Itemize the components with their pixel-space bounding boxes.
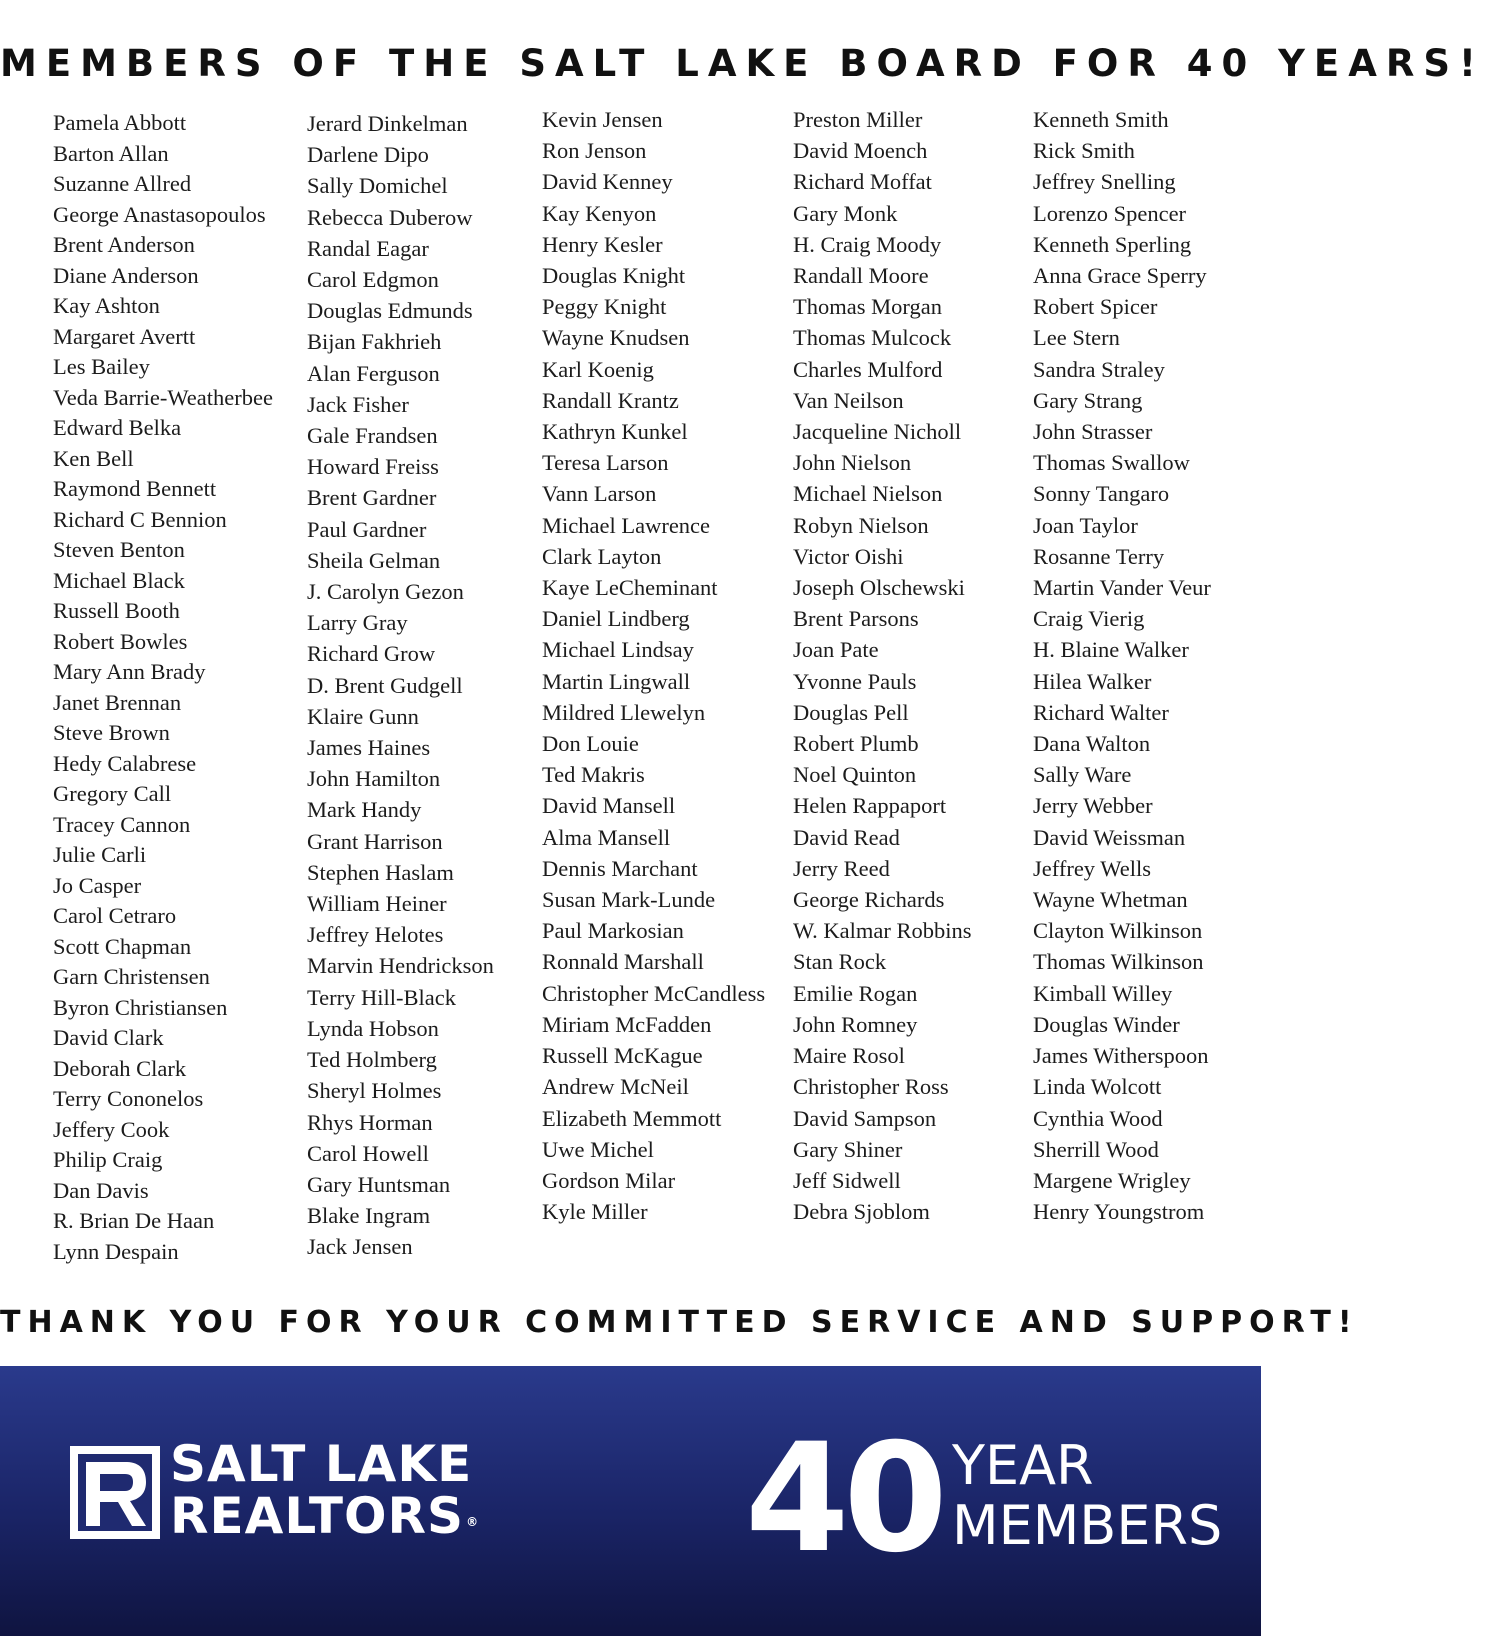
members-line: MEMBERS: [952, 1494, 1223, 1557]
member-name: Sonny Tangaro: [1033, 481, 1170, 507]
member-name: Margene Wrigley: [1033, 1167, 1191, 1193]
member-name: Kay Kenyon: [542, 200, 657, 226]
member-name: Scott Chapman: [53, 933, 192, 959]
member-name: Douglas Winder: [1033, 1011, 1180, 1037]
member-name: David Weissman: [1033, 824, 1186, 850]
member-name: Klaire Gunn: [307, 703, 419, 729]
member-name: Garn Christensen: [53, 964, 210, 989]
member-name: Andrew McNeil: [542, 1074, 689, 1100]
member-name: Rebecca Duberow: [307, 204, 473, 230]
member-name: Michael Black: [53, 567, 185, 593]
member-name: Cynthia Wood: [1033, 1105, 1163, 1131]
member-name: Susan Mark-Lunde: [542, 887, 716, 913]
member-name: Terry Cononelos: [53, 1086, 204, 1111]
member-name: Terry Hill-Black: [307, 984, 456, 1010]
member-name: Randal Eagar: [307, 235, 429, 261]
member-name: Karl Koenig: [542, 356, 654, 382]
member-name: Barton Allan: [53, 140, 169, 166]
member-name: Robyn Nielson: [793, 512, 929, 538]
member-name: Michael Lawrence: [542, 512, 711, 538]
member-name: Gary Strang: [1033, 387, 1143, 413]
member-name: Byron Christiansen: [53, 994, 228, 1020]
member-name: Ted Makris: [542, 762, 645, 788]
member-name: Blake Ingram: [307, 1203, 431, 1229]
member-name: Jeffrey Helotes: [307, 922, 444, 948]
member-name: Jeffrey Wells: [1033, 855, 1151, 881]
member-name: Stan Rock: [793, 949, 887, 975]
member-name: Jeffrey Snelling: [1033, 169, 1176, 195]
member-name: Julie Carli: [53, 842, 147, 867]
member-name: Yvonne Pauls: [793, 668, 917, 694]
member-name: Michael Nielson: [793, 481, 943, 507]
member-name: Steve Brown: [53, 720, 170, 745]
member-name: Victor Oishi: [793, 543, 904, 569]
member-name: Rhys Horman: [307, 1109, 433, 1135]
member-name: James Witherspoon: [1033, 1043, 1209, 1069]
member-name: Brent Gardner: [307, 485, 437, 511]
member-name: Martin Vander Veur: [1033, 575, 1211, 601]
member-name: Dennis Marchant: [542, 855, 698, 881]
member-name: Steven Benton: [53, 537, 185, 562]
member-name: David Sampson: [793, 1105, 937, 1131]
member-name: Raymond Bennett: [53, 476, 217, 501]
member-name: Lynda Hobson: [307, 1015, 439, 1041]
member-name: David Kenney: [542, 169, 673, 195]
member-name: Martin Lingwall: [542, 668, 691, 694]
member-name: Randall Moore: [793, 263, 929, 289]
member-name: Kevin Jensen: [542, 107, 663, 132]
member-name: Ronnald Marshall: [542, 949, 704, 975]
member-name: Stephen Haslam: [307, 859, 454, 885]
member-name: Ted Holmberg: [307, 1047, 437, 1073]
member-name: Christopher Ross: [793, 1074, 949, 1100]
member-name: Larry Gray: [307, 610, 408, 636]
member-name: Sherrill Wood: [1033, 1136, 1159, 1162]
thank-you-message: THANK YOU FOR YOUR COMMITTED SERVICE AND SUPPORT!: [0, 1305, 1359, 1340]
member-name: Joan Taylor: [1033, 512, 1138, 538]
member-name: Brent Parsons: [793, 606, 919, 632]
member-name: Mary Ann Brady: [53, 659, 206, 684]
member-name: Peggy Knight: [542, 294, 667, 320]
member-name: David Moench: [793, 138, 928, 164]
member-name: Deborah Clark: [53, 1055, 187, 1081]
member-name: Robert Plumb: [793, 731, 919, 757]
member-name: Helen Rappaport: [793, 793, 947, 819]
member-name: Bijan Fakhrieh: [307, 329, 442, 355]
member-name: Douglas Edmunds: [307, 298, 473, 324]
member-name: Carol Edgmon: [307, 267, 439, 293]
member-name: Paul Markosian: [542, 918, 684, 944]
member-name: Sally Domichel: [307, 173, 448, 199]
member-name: H. Blaine Walker: [1033, 637, 1189, 663]
member-name: Linda Wolcott: [1033, 1074, 1162, 1100]
member-name: Kyle Miller: [542, 1199, 648, 1225]
member-name: Jack Fisher: [307, 391, 409, 417]
member-name: John Nielson: [793, 450, 912, 476]
member-name: Jerry Reed: [793, 855, 890, 881]
member-name: Rick Smith: [1033, 138, 1135, 164]
member-name: Jerry Webber: [1033, 793, 1153, 819]
member-name: Veda Barrie-Weatherbee: [53, 384, 273, 410]
member-name: Clark Layton: [542, 543, 662, 569]
member-name: Douglas Knight: [542, 263, 686, 289]
registered-mark: ®: [466, 1515, 480, 1529]
member-name: Janet Brennan: [53, 689, 182, 715]
member-name: Gary Huntsman: [307, 1171, 451, 1197]
member-name: Margaret Avertt: [53, 323, 196, 349]
member-name: Emilie Rogan: [793, 980, 918, 1006]
member-name: Jack Jensen: [307, 1234, 413, 1260]
member-name: David Mansell: [542, 793, 676, 819]
member-name: Douglas Pell: [793, 699, 909, 725]
member-name: Wayne Knudsen: [542, 325, 690, 351]
member-name: R. Brian De Haan: [53, 1208, 215, 1233]
realtor-r-icon: [70, 1446, 160, 1539]
member-name: Edward Belka: [53, 415, 182, 440]
member-name: Lorenzo Spencer: [1033, 200, 1187, 226]
member-name: Maire Rosol: [793, 1043, 905, 1069]
member-name: George Anastasopoulos: [53, 201, 266, 227]
member-name: Sandra Straley: [1033, 356, 1165, 382]
member-column-2: [307, 108, 494, 1263]
member-name: Uwe Michel: [542, 1136, 654, 1162]
member-name: Dana Walton: [1033, 731, 1151, 757]
footer-banner: [0, 1366, 1261, 1636]
forty-number: 40: [745, 1412, 942, 1586]
member-name: Les Bailey: [53, 354, 150, 379]
member-name: W. Kalmar Robbins: [793, 918, 972, 944]
member-name: Hilea Walker: [1033, 668, 1152, 694]
member-name: Vann Larson: [542, 481, 657, 507]
member-name: Kenneth Sperling: [1033, 231, 1192, 257]
member-name: Ken Bell: [53, 445, 134, 471]
member-name: Debra Sjoblom: [793, 1199, 930, 1225]
member-name: Carol Howell: [307, 1140, 429, 1166]
member-name: Noel Quinton: [793, 762, 917, 788]
member-name: Lee Stern: [1033, 325, 1120, 351]
member-name: Russell McKague: [542, 1043, 703, 1069]
member-name: Mildred Llewelyn: [542, 699, 706, 725]
member-name: Joseph Olschewski: [793, 575, 965, 601]
member-name: Sheila Gelman: [307, 547, 441, 573]
member-name: J. Carolyn Gezon: [307, 579, 464, 605]
logo-line-2: REALTORS: [170, 1487, 465, 1545]
member-name: Pamela Abbott: [53, 110, 187, 135]
member-name: Gary Monk: [793, 200, 898, 226]
member-name: Tracey Cannon: [53, 811, 191, 837]
member-name: Teresa Larson: [542, 450, 669, 476]
member-name: John Romney: [793, 1011, 918, 1037]
member-name: Gary Shiner: [793, 1136, 903, 1162]
member-name: Gale Frandsen: [307, 423, 438, 449]
member-name: Robert Spicer: [1033, 294, 1158, 320]
member-name: Suzanne Allred: [53, 171, 192, 196]
member-name: Van Neilson: [793, 387, 904, 413]
member-column-3: [542, 104, 765, 1227]
member-name: Thomas Swallow: [1033, 450, 1190, 476]
member-name: George Richards: [793, 887, 945, 913]
member-name: Diane Anderson: [53, 262, 199, 288]
member-name: Robert Bowles: [53, 628, 188, 654]
member-column-5: [1033, 104, 1211, 1227]
member-name: Don Louie: [542, 731, 639, 757]
member-name: Daniel Lindberg: [542, 606, 690, 632]
member-name: Richard Walter: [1033, 699, 1169, 725]
member-name: Sheryl Holmes: [307, 1078, 442, 1104]
member-name: D. Brent Gudgell: [307, 672, 463, 698]
logo-line-1: SALT LAKE: [170, 1435, 473, 1493]
member-name: Richard Grow: [307, 641, 436, 667]
member-name: David Read: [793, 824, 900, 850]
member-name: Jeff Sidwell: [793, 1167, 901, 1193]
member-name: Christopher McCandless: [542, 980, 766, 1006]
member-name: Henry Youngstrom: [1033, 1199, 1205, 1225]
member-name: Thomas Mulcock: [793, 325, 952, 351]
member-name: H. Craig Moody: [793, 231, 942, 257]
member-name: James Haines: [307, 735, 431, 761]
salt-lake-realtors-logo: [170, 1435, 480, 1545]
member-name: Russell Booth: [53, 598, 180, 623]
member-column-4: [793, 104, 972, 1227]
member-name: Lynn Despain: [53, 1238, 179, 1264]
member-name: Joan Pate: [793, 637, 879, 663]
member-name: John Strasser: [1033, 419, 1153, 445]
member-name: Miriam McFadden: [542, 1011, 712, 1037]
member-name: Preston Miller: [793, 107, 923, 132]
member-name: Rosanne Terry: [1033, 543, 1165, 569]
member-name: Gregory Call: [53, 781, 172, 806]
page-title: MEMBERS OF THE SALT LAKE BOARD FOR 40 YEARS!: [0, 42, 1485, 85]
member-name: Philip Craig: [53, 1147, 163, 1172]
member-name: Jerard Dinkelman: [307, 111, 468, 136]
member-name: Henry Kesler: [542, 231, 663, 257]
member-name: Grant Harrison: [307, 828, 443, 854]
member-name: Darlene Dipo: [307, 142, 429, 168]
member-name: Michael Lindsay: [542, 637, 694, 663]
member-name: Gordson Milar: [542, 1167, 676, 1193]
member-name: Kenneth Smith: [1033, 107, 1169, 132]
member-name: Craig Vierig: [1033, 606, 1145, 632]
year-members-label: [952, 1436, 1222, 1556]
member-name: Jeffery Cook: [53, 1116, 170, 1142]
member-name: Brent Anderson: [53, 232, 195, 257]
member-name: Mark Handy: [307, 797, 422, 823]
member-name: Carol Cetraro: [53, 903, 177, 928]
member-name: Paul Gardner: [307, 516, 427, 542]
member-column-1: [53, 108, 273, 1267]
member-name: Ron Jenson: [542, 138, 647, 164]
member-name: Wayne Whetman: [1033, 887, 1188, 913]
member-name: Howard Freiss: [307, 454, 439, 480]
member-name: David Clark: [53, 1025, 164, 1050]
member-name: Clayton Wilkinson: [1033, 918, 1203, 944]
member-name: Kimball Willey: [1033, 980, 1173, 1006]
member-name: Richard C Bennion: [53, 506, 227, 532]
member-name: Jo Casper: [53, 872, 142, 898]
member-name: Charles Mulford: [793, 356, 943, 382]
member-name: Kay Ashton: [53, 293, 160, 318]
member-name: John Hamilton: [307, 766, 441, 792]
member-name: Elizabeth Memmott: [542, 1105, 722, 1131]
member-name: Thomas Morgan: [793, 294, 942, 320]
year-line: YEAR: [952, 1434, 1094, 1497]
member-name: Hedy Calabrese: [53, 750, 197, 776]
member-name: Sally Ware: [1033, 762, 1132, 788]
member-name: Jacqueline Nicholl: [793, 419, 962, 445]
member-name: Marvin Hendrickson: [307, 953, 494, 979]
member-name: William Heiner: [307, 891, 447, 917]
member-name: Kaye LeCheminant: [542, 575, 718, 601]
member-name: Dan Davis: [53, 1177, 149, 1203]
member-name: Kathryn Kunkel: [542, 419, 688, 445]
member-name: Randall Krantz: [542, 387, 679, 413]
member-name: Thomas Wilkinson: [1033, 949, 1204, 975]
member-name: Anna Grace Sperry: [1033, 263, 1207, 289]
member-name: Alan Ferguson: [307, 360, 440, 386]
member-name: Richard Moffat: [793, 169, 932, 195]
member-name: Alma Mansell: [542, 824, 671, 850]
